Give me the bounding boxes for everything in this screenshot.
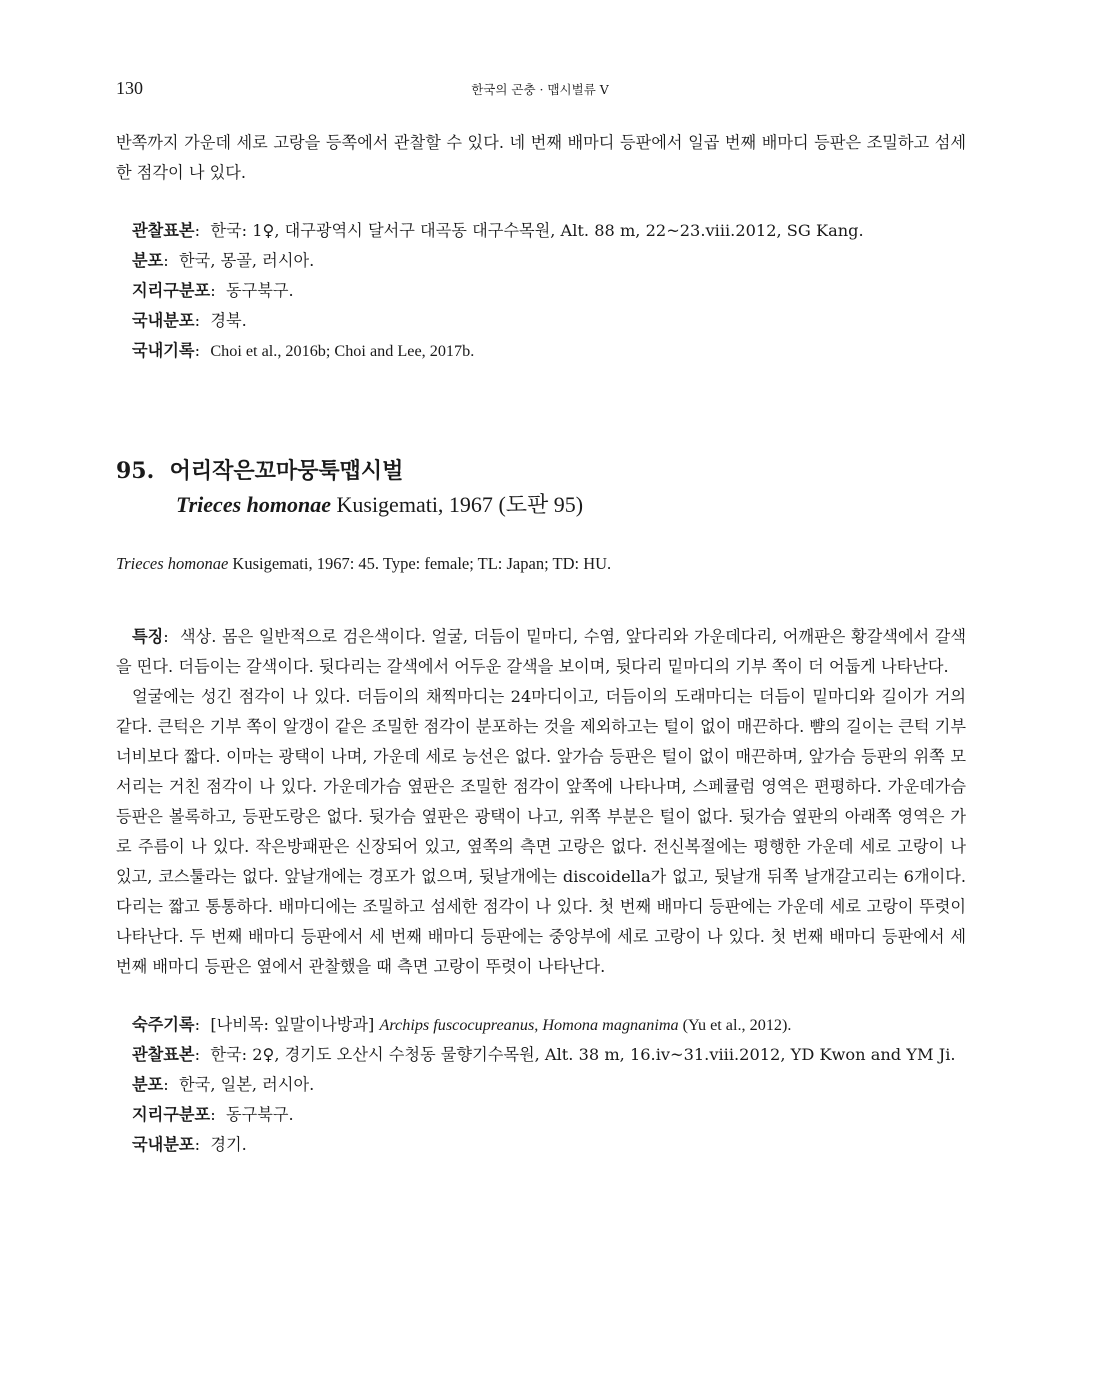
field-label: 국내기록 bbox=[132, 341, 195, 360]
field-label: 분포 bbox=[132, 251, 164, 270]
features-paragraph-1: 특징: 색상. 몸은 일반적으로 검은색이다. 얼굴, 더듬이 밑마디, 수염, 앞다리와 가운데다리, 어깨판은 황갈색에서 갈색을 띤다. 더듬이는 갈색이다. 뒷다리는 갈색에서 어두운 갈색을 보이며, 뒷다리 밑마디의 기부 쪽이 더 어둡게 나타난다. bbox=[116, 626, 967, 676]
field-label: 숙주기록 bbox=[132, 1014, 195, 1034]
field-label: 분포 bbox=[132, 1074, 164, 1094]
field-value: 동구북구. bbox=[225, 1104, 294, 1124]
host-prefix: [나비목: 잎말이나방과] bbox=[210, 1014, 375, 1034]
field-label: 국내분포 bbox=[132, 311, 195, 330]
field-label: 지리구분포 bbox=[132, 281, 211, 300]
field-label: 관찰표본 bbox=[132, 1044, 195, 1064]
species-plate-ref: (도판 95) bbox=[498, 492, 584, 517]
field-value: 한국: 1♀, 대구광역시 달서구 대곡동 대구수목원, Alt. 88 m, 22~23.viii.2012, SG Kang. bbox=[210, 221, 864, 240]
features-text-1: 색상. 몸은 일반적으로 검은색이다. 얼굴, 더듬이 밑마디, 수염, 앞다리와 가운데다리, 어깨판은 황갈색에서 갈색을 띤다. 더듬이는 갈색이다. 뒷다리는 갈색에서 어두운 갈색을 보이며, 뒷다리 밑마디의 기부 쪽이 더 어둡게 나타난다. bbox=[116, 626, 967, 676]
species-number: 95. bbox=[116, 458, 155, 484]
field-value: 한국, 몽골, 러시아. bbox=[179, 251, 315, 270]
intro-paragraph: 반쪽까지 가운데 세로 고랑을 등쪽에서 관찰할 수 있다. 네 번째 배마디 등판에서 일곱 번째 배마디 등판은 조밀하고 섬세한 점각이 나 있다. bbox=[116, 133, 966, 182]
species-binomial: Trieces homonae bbox=[176, 492, 331, 517]
field-label: 관찰표본 bbox=[132, 221, 195, 240]
field-value: 경기. bbox=[210, 1134, 247, 1154]
page-number: 130 bbox=[116, 78, 143, 98]
species-fields bbox=[116, 1010, 966, 1160]
host-citation: (Yu et al., 2012). bbox=[678, 1015, 792, 1034]
field-domestic-distribution: 국내분포: 경북. bbox=[132, 311, 247, 330]
host-species-2: Homona magnanima bbox=[542, 1015, 679, 1034]
previous-species-fields bbox=[116, 216, 966, 366]
species-author: Kusigemati, 1967 bbox=[336, 492, 493, 517]
page-content bbox=[116, 128, 966, 1160]
field-value: 한국: 2♀, 경기도 오산시 수청동 물향기수목원, Alt. 38 m, 16.iv~31.viii.2012, YD Kwon and YM Ji. bbox=[210, 1044, 956, 1064]
synonym-name: Trieces homonae bbox=[116, 554, 229, 573]
field-domestic-distribution: 국내분포: 경기. bbox=[132, 1134, 247, 1154]
field-host-records: 숙주기록: [나비목: 잎말이나방과] Archips fuscocupreanus, Homona magnanima (Yu et al., 2012). bbox=[132, 1014, 792, 1034]
field-value: 한국, 일본, 러시아. bbox=[179, 1074, 315, 1094]
field-distribution: 분포: 한국, 몽골, 러시아. bbox=[132, 251, 315, 270]
species-heading bbox=[116, 454, 966, 488]
field-specimens: 관찰표본: 한국: 1♀, 대구광역시 달서구 대곡동 대구수목원, Alt. 88 m, 22~23.viii.2012, SG Kang. bbox=[132, 221, 864, 240]
running-title: 한국의 곤충 · 맵시벌류 V bbox=[471, 82, 609, 97]
field-specimens: 관찰표본: 한국: 2♀, 경기도 오산시 수청동 물향기수목원, Alt. 38 m, 16.iv~31.viii.2012, YD Kwon and YM Ji. bbox=[132, 1044, 956, 1064]
field-label: 특징 bbox=[132, 626, 164, 646]
host-species-1: Archips fuscocupreanus bbox=[379, 1015, 535, 1034]
field-label: 지리구분포 bbox=[132, 1104, 211, 1124]
field-value: 동구북구. bbox=[225, 281, 294, 300]
field-domestic-records: 국내기록: Choi et al., 2016b; Choi and Lee, 2017b. bbox=[132, 341, 475, 360]
synonym-text: Kusigemati, 1967: 45. Type: female; TL: Japan; TD: HU. bbox=[232, 554, 612, 573]
synonymy-line bbox=[116, 549, 966, 579]
species-korean-name: 어리작은꼬마뭉툭맵시벌 bbox=[169, 458, 404, 484]
field-geo-distribution: 지리구분포: 동구북구. bbox=[132, 281, 294, 300]
species-scientific-name bbox=[176, 488, 966, 522]
field-value: 경북. bbox=[210, 311, 247, 330]
features-paragraph-2: 얼굴에는 성긴 점각이 나 있다. 더듬이의 채찍마디는 24마디이고, 더듬이의 도래마디는 더듬이 밑마디와 길이가 거의 같다. 큰턱은 기부 쪽이 알갱이 같은 조밀한 점각이 분포하는 것을 제외하고는 털이 없이 매끈하다. 뺨의 길이는 큰턱 기부 너비보다 짧다. 이마는 광택이 나며, 가운데 세로 능선은 없다. 앞가슴 등판은 털이 없이 매끈하며, 앞가슴 등판의 위쪽 모서리는 거친 점각이 나 있다. 가운데가슴 옆판은 조밀한 점각이 앞쪽에 나타나며, 스페큘럼 영역은 편평하다. 가운데가슴 등판은 볼록하고, 등판도랑은 없다. 뒷가슴 옆판은 광택이 나고, 위쪽 부분은 털이 없다. 뒷가슴 옆판의 아래쪽 영역은 가로 주름이 나 있다. 작은방패판은 신장되어 있고, 옆쪽의 측면 고랑은 없다. 전신복절에는 평행한 가운데 세로 고랑이 나 있고, 코스툴라는 없다. 앞날개에는 경포가 없으며, 뒷날개에는 discoidella가 없고, 뒷날개 뒤쪽 날개갈고리는 6개이다. 다리는 짧고 통통하다. 배마디에는 조밀하고 섬세한 점각이 나 있다. 첫 번째 배마디 등판에는 가운데 세로 고랑이 뚜렷이 나타난다. 두 번째 배마디 등판에서 세 번째 배마디 등판에는 중앙부에 세로 고랑이 나 있다. 첫 번째 배마디 등판에서 세 번째 배마디 등판은 옆에서 관찰했을 때 측면 고랑이 뚜렷이 나타난다. bbox=[116, 686, 966, 976]
field-distribution: 분포: 한국, 일본, 러시아. bbox=[132, 1074, 315, 1094]
field-value: Choi et al., 2016b; Choi and Lee, 2017b. bbox=[210, 342, 475, 360]
page-header bbox=[116, 78, 964, 102]
field-label: 국내분포 bbox=[132, 1134, 195, 1154]
field-geo-distribution: 지리구분포: 동구북구. bbox=[132, 1104, 294, 1124]
